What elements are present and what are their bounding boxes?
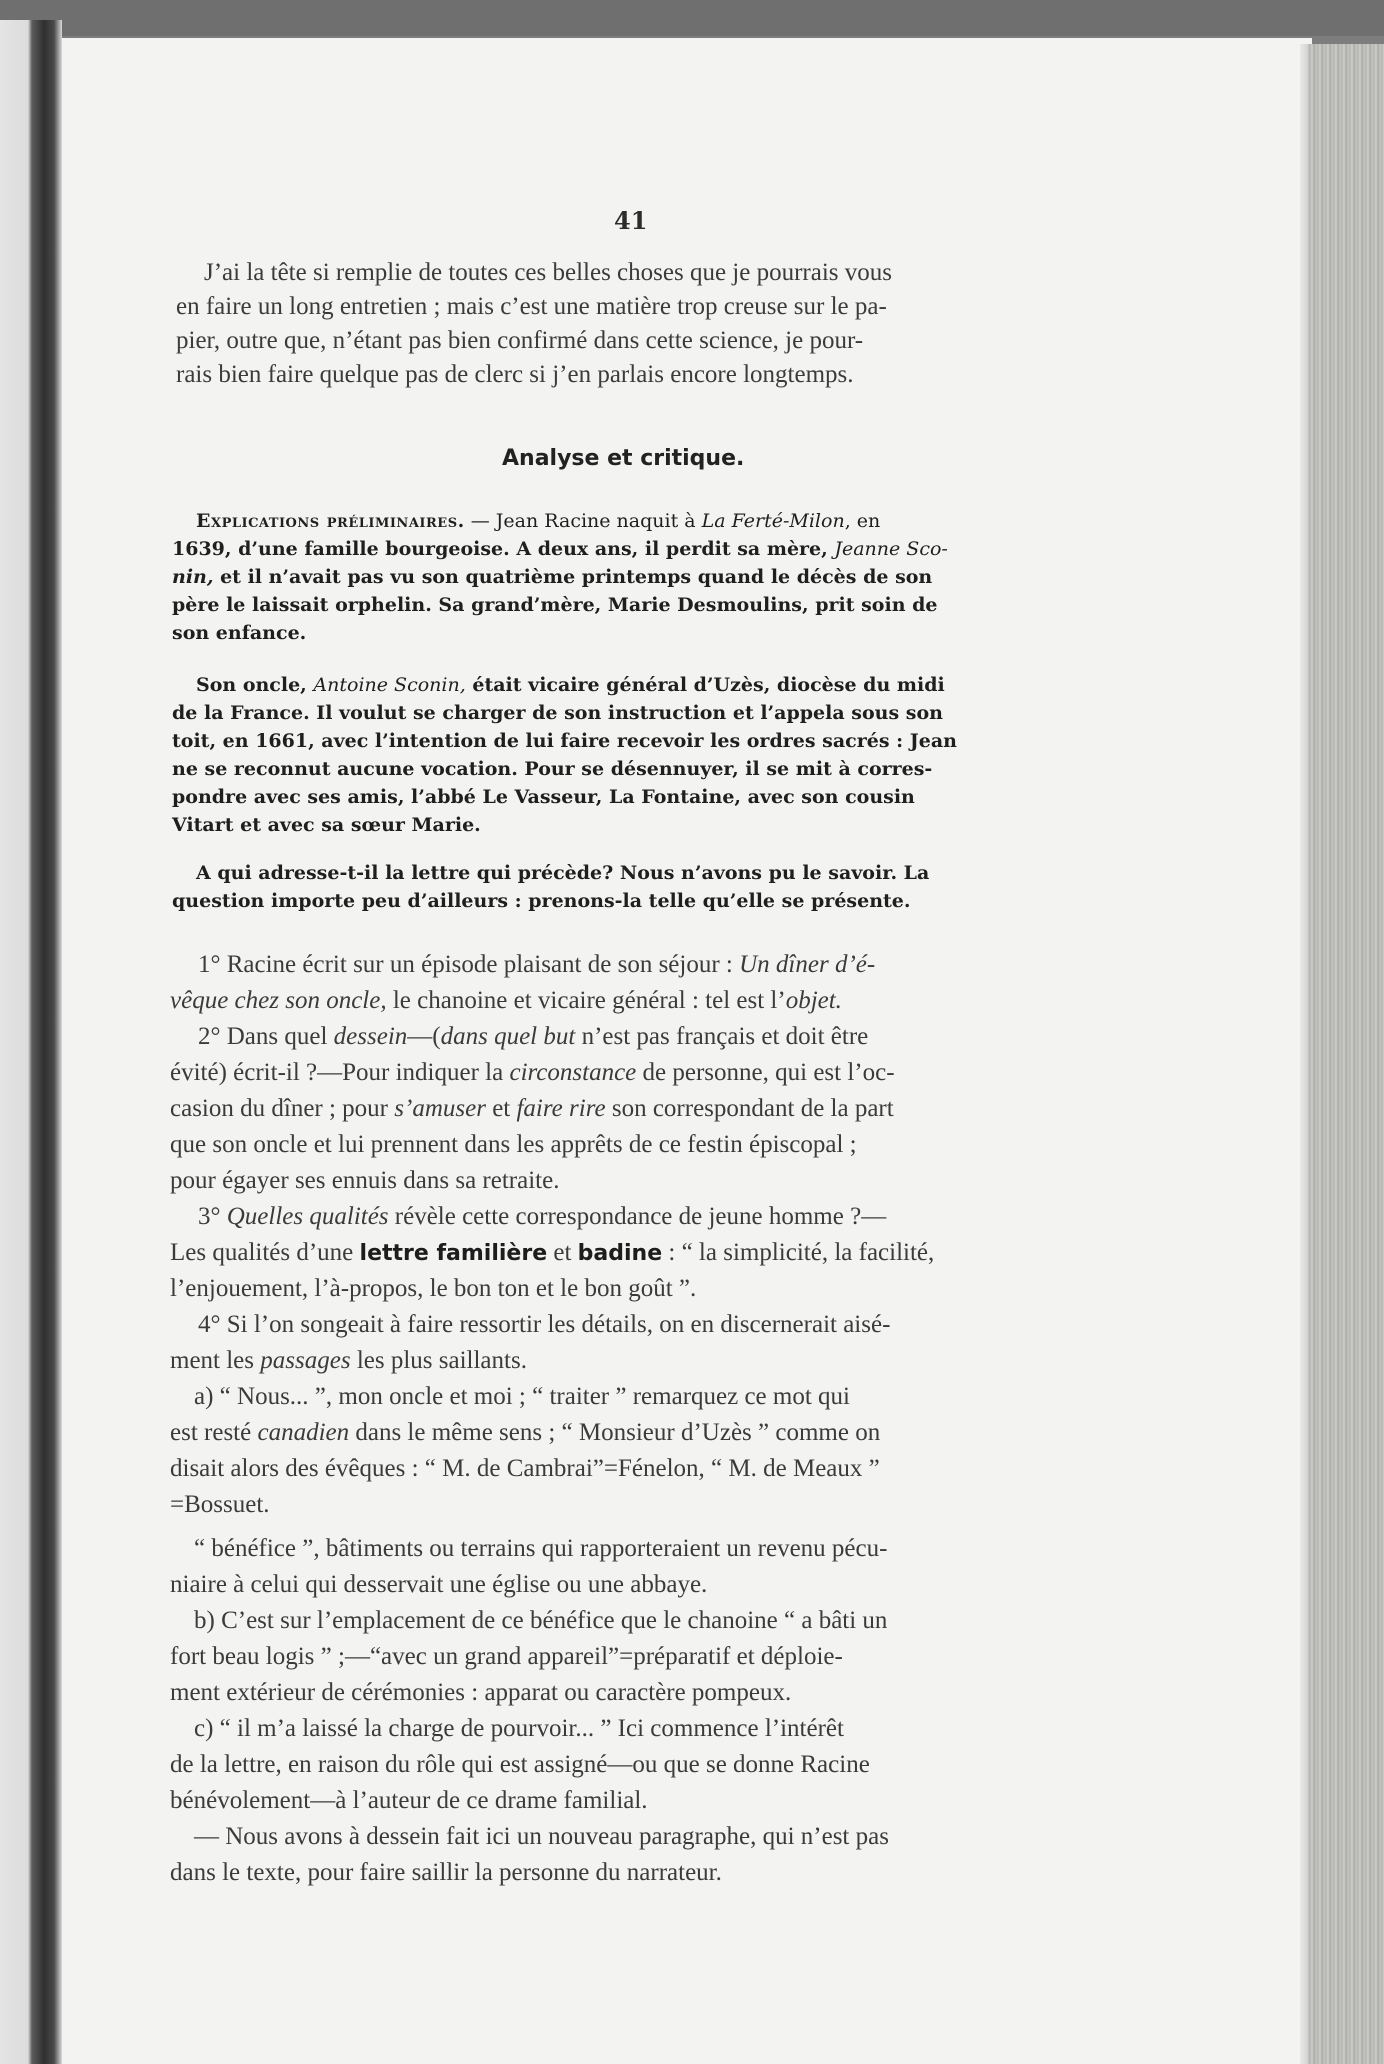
analysis-line: c) “ il m’a laissé la charge de pourvoir... ” Ici commence l’intérêt — [194, 1715, 844, 1742]
analysis-line: =Bossuet. — [170, 1491, 270, 1518]
intro-line: J’ai la tête si remplie de toutes ces belles choses que je pourrais vous — [204, 259, 892, 286]
analysis-line: de la lettre, en raison du rôle qui est assigné—ou que se donne Racine — [170, 1751, 870, 1778]
analysis-line: b) C’est sur l’emplacement de ce bénéfice que le chanoine “ a bâti un — [194, 1607, 888, 1634]
analysis-line: ment les passages les plus saillants. — [170, 1347, 527, 1374]
intro-line: en faire un long entretien ; mais c’est une matière trop creuse sur le pa- — [176, 293, 887, 320]
analysis-line: bénévolement—à l’auteur de ce drame familial. — [170, 1787, 648, 1814]
explications-line: père le laissait orphelin. Sa grand’mère, Marie Desmoulins, prit soin de — [172, 594, 938, 616]
explications-line: son enfance. — [172, 622, 307, 644]
analysis-line: l’enjouement, l’à-propos, le bon ton et le bon goût ”. — [170, 1275, 697, 1302]
analysis-line: 3° Quelles qualités révèle cette correspondance de jeune homme ?— — [198, 1203, 887, 1230]
analysis-line: que son oncle et lui prennent dans les apprêts de ce festin épiscopal ; — [170, 1131, 857, 1158]
analysis-line: niaire à celui qui desservait une église ou une abbaye. — [170, 1571, 708, 1598]
analysis-line: vêque chez son oncle, le chanoine et vicaire général : tel est l’objet. — [170, 987, 842, 1014]
analysis-line: “ bénéfice ”, bâtiments ou terrains qui rapporteraient un revenu pécu- — [194, 1535, 888, 1562]
analysis-line: 1° Racine écrit sur un épisode plaisant de son séjour : Un dîner d’é- — [198, 951, 876, 978]
explications-line: Son oncle, Antoine Sconin, était vicaire général d’Uzès, diocèse du midi — [196, 674, 945, 696]
section-heading: Analyse et critique. — [502, 446, 745, 471]
analysis-line: disait alors des évêques : “ M. de Cambrai”=Fénelon, “ M. de Meaux ” — [170, 1455, 880, 1482]
explications-line: Explications préliminaires. — Jean Racine naquit à La Ferté-Milon, en — [196, 510, 881, 532]
intro-line: rais bien faire quelque pas de clerc si j’en parlais encore longtemps. — [176, 361, 854, 388]
analysis-line: dans le texte, pour faire saillir la personne du narrateur. — [170, 1859, 722, 1886]
analysis-line: est resté canadien dans le même sens ; “ Monsieur d’Uzès ” comme on — [170, 1419, 881, 1446]
explications-line: A qui adresse-t-il la lettre qui précède? Nous n’avons pu le savoir. La — [196, 862, 930, 884]
analysis-line: pour égayer ses ennuis dans sa retraite. — [170, 1167, 560, 1194]
explications-line: ne se reconnut aucune vocation. Pour se désennuyer, il se mit à corres- — [172, 758, 933, 780]
explications-label: Explications préliminaires. — [196, 510, 465, 532]
analysis-line: 4° Si l’on songeait à faire ressortir les détails, on en discernerait aisé- — [198, 1311, 891, 1338]
analysis-line: Les qualités d’une lettre familière et badine : “ la simplicité, la facilité, — [170, 1239, 935, 1266]
analysis-line: casion du dîner ; pour s’amuser et faire rire son correspondant de la part — [170, 1095, 894, 1122]
analysis-line: ment extérieur de cérémonies : apparat ou caractère pompeux. — [170, 1679, 792, 1706]
intro-line: pier, outre que, n’étant pas bien confirmé dans cette science, je pour- — [176, 327, 864, 354]
explications-line: question importe peu d’ailleurs : prenons-la telle qu’elle se présente. — [172, 890, 911, 912]
analysis-line: — Nous avons à dessein fait ici un nouveau paragraphe, qui n’est pas — [194, 1823, 889, 1850]
page-number: 41 — [614, 206, 648, 235]
analysis-line: évité) écrit-il ?—Pour indiquer la circonstance de personne, qui est l’oc- — [170, 1059, 895, 1086]
analysis-line: a) “ Nous... ”, mon oncle et moi ; “ traiter ” remarquez ce mot qui — [194, 1383, 850, 1410]
explications-line: de la France. Il voulut se charger de son instruction et l’appela sous son — [172, 702, 943, 724]
explications-line: nin, et il n’avait pas vu son quatrième printemps quand le décès de son — [172, 566, 933, 588]
analysis-line: 2° Dans quel dessein—(dans quel but n’est pas français et doit être — [198, 1023, 869, 1050]
explications-line: toit, en 1661, avec l’intention de lui faire recevoir les ordres sacrés : Jean — [172, 730, 957, 752]
analysis-line: fort beau logis ” ;—“avec un grand appareil”=préparatif et déploie- — [170, 1643, 843, 1670]
explications-line: 1639, d’une famille bourgeoise. A deux ans, il perdit sa mère, Jeanne Sco- — [172, 538, 948, 560]
explications-line: Vitart et avec sa sœur Marie. — [172, 814, 481, 836]
explications-line: pondre avec ses amis, l’abbé Le Vasseur, La Fontaine, avec son cousin — [172, 786, 915, 808]
